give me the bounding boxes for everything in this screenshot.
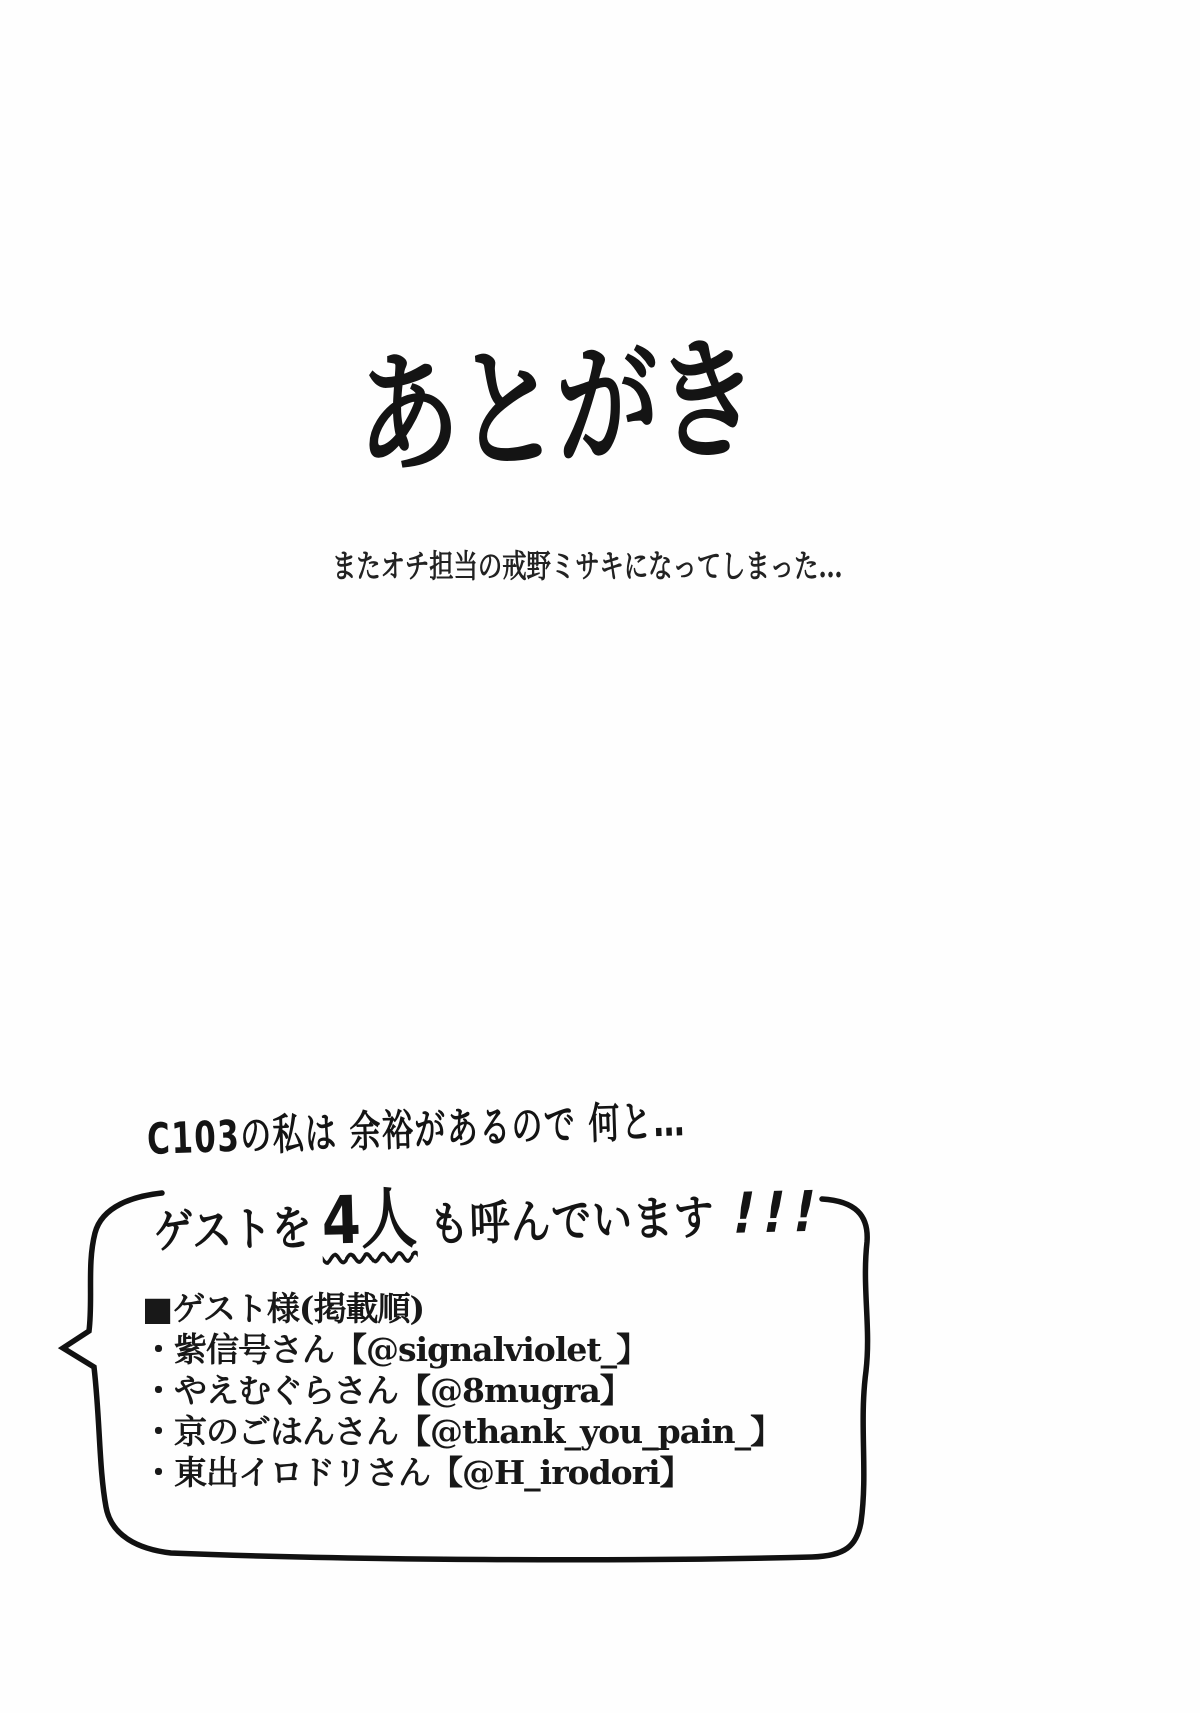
note-line2-exclamation: !!!: [727, 1179, 830, 1247]
handwritten-note-line2: [152, 1154, 830, 1267]
subtitle-text: またオチ担当の戒野ミサキになってしまった…: [332, 547, 843, 585]
page-title: あとがき: [353, 322, 760, 494]
guest-list-item: ・東出イロドリさん【@H_irodori】: [142, 1453, 692, 1492]
guest-list-box: [142, 1288, 782, 1493]
guest-list-heading: ■ゲスト様(掲載順): [142, 1289, 425, 1328]
guest-list-item: ・紫信号さん【@signalviolet_】: [142, 1330, 649, 1369]
guest-list-item: ・やえむぐらさん【@8mugra】: [142, 1371, 632, 1410]
note-line2-guest-count: 4人: [320, 1180, 418, 1260]
guest-list-item: ・京のごはんさん【@thank_you_pain_】: [142, 1412, 783, 1451]
note-line2-suffix: も呼んでいます: [428, 1190, 716, 1253]
note-line2-prefix: ゲストを: [152, 1200, 313, 1260]
handwritten-note-line1: C103の私は 余裕があるので 何と…: [146, 1096, 687, 1165]
